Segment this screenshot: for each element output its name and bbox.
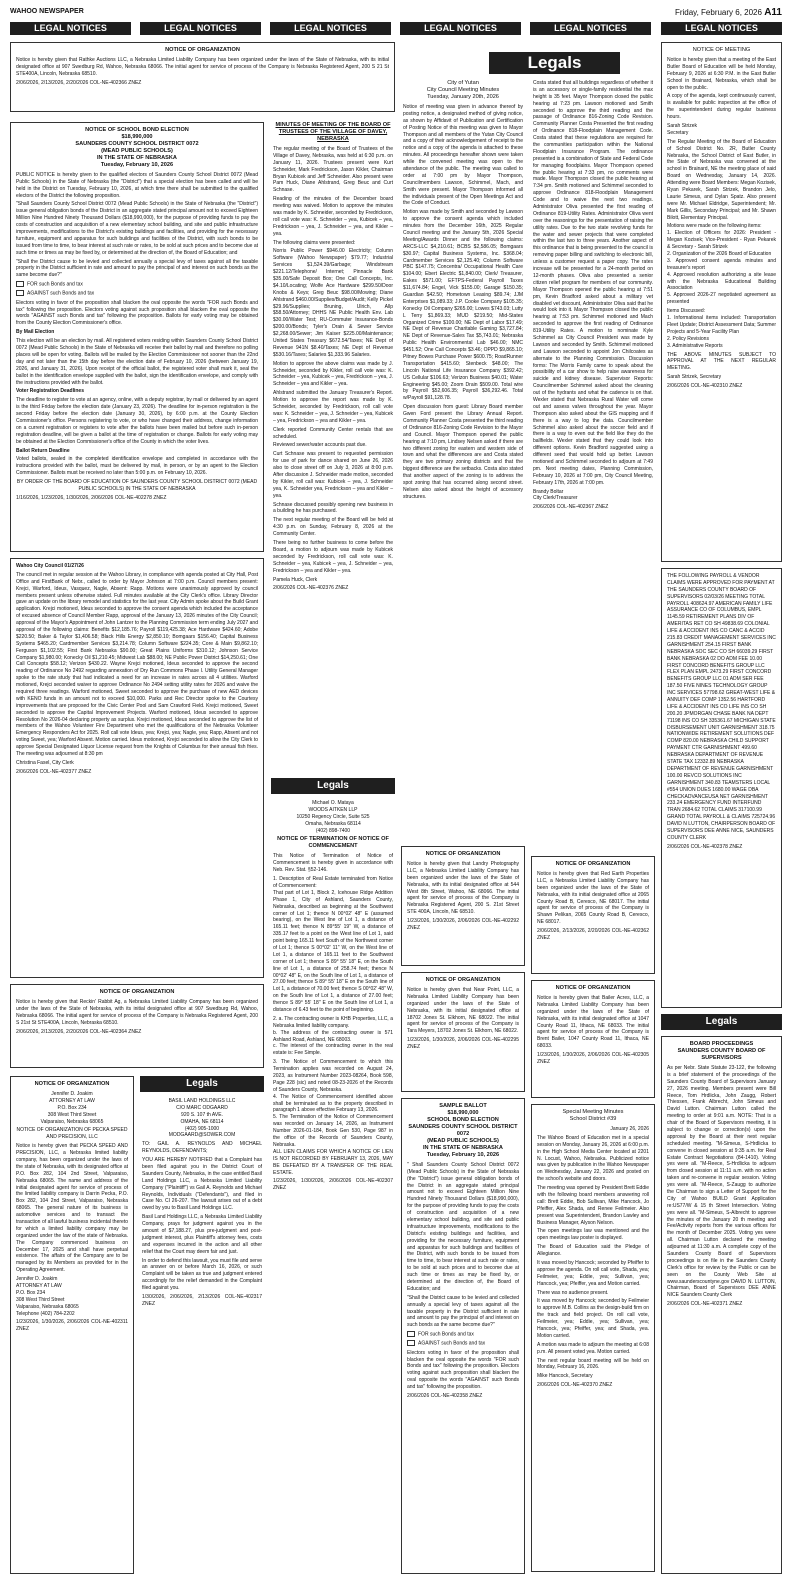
ballot-option-label: FOR such Bonds and tax (418, 1331, 474, 1338)
notice-dates: 1/30/2026, 2/06/2026, 2/13/2026 COL-NE-402317 ZNEZ (142, 1294, 262, 1307)
notice-dates: 1/16/2026, 1/23/2026, 1/30/2026, 2/06/2026 COL-NE-402278 ZNEZ (16, 494, 167, 501)
notice-east-butler-meeting (661, 42, 782, 562)
notice-body: Curt Schnase was present to requested permission for use of park for dance shared on June 26, 2026 also to close street off on July 3, 2026 at 8:00 p.m. After discussion J. Schneider made motion, seconded by Kikler, roll call was: Kubicek – yea, J. Schneider yea, K. Schneider yea, Fredrickson – yea and Kikler – yea. (273, 451, 393, 499)
notice-dates: 2/06/2026, 2/13/2026, 2/20/2026 COL-NE-402362 ZNEZ (537, 928, 649, 941)
notice-body: The next regular board meeting will be held on Monday, February 16, 2026. (537, 1357, 649, 1371)
notice-title: NOTICE OF SCHOOL BOND ELECTION $18,990,000 SAUNDERS COUNTY SCHOOL DISTRICT 0072 (MEAD PUBLIC SCHOOLS) IN THE STATE OF NEBRASKA Tuesday, February 10, 2026 (75, 127, 199, 168)
notice-sample-ballot (401, 1098, 525, 1574)
notice-dates: 1/23/2026, 1/30/2026, 2/06/2026 COL-NE-402295 ZNEZ (407, 1037, 519, 1051)
legal-notices-banner: LEGAL NOTICES (270, 22, 391, 35)
notice-title: NOTICE OF ORGANIZATION (425, 851, 501, 857)
notice-body: This election will be an election by mail. All registered voters residing within Saunders County School District 0072 (Mead Public Schools) in the State of Nebraska will receive their ballot by mail and therefore no polling places will be open for voting. Ballots will be mailed by the Election Commissioner not sooner than the 22nd day and not later than the 15th day before the election date of February 10, 2026 (between January 19, 2026, and January 31, 2026). Upon receipt of the official ballot, the registered voter shall mark it, seal the ballot in the identification envelope supplied with the ballot, sign the identification envelope, and comply with the instructions provided with the ballot. (16, 338, 258, 386)
notice-signature: Pamela Huck, Clerk (273, 576, 318, 583)
notice-dates: 2/06/2026 COL-NE-402378 ZNEZ (667, 843, 743, 850)
notice-body: Notice is hereby given that Rathke Auctions LLC, a Nebraska Limited Liability Company has been organized under the laws of the State of Nebraska, with its initial designated office at 907 Swedburg Rd, Wahoo, Nebraska 68066. The initial agent for service of process of the Company is Nebraska Registered Agent, 200 S 21 St STE400A, Lincoln, Nebraska 68510. (16, 56, 389, 77)
notice-title: NOTICE OF ORGANIZATION (165, 47, 240, 53)
notice-basil-land-holdings (140, 1098, 264, 1574)
notice-body: There was no audience present. (537, 1289, 609, 1296)
notice-body: Reviewed sewer/water accounts past due. (273, 442, 367, 449)
notice-body: Basil Land Holdings LLC, a Nebraska Limited Liability Company, prays for judgment against you in the amount of $7,188.27, plus pre-judgment and post-judgment interest, plus Plaintiff's attorney fees, costs and expenses incurred in the action and all other relief that the Court may deem fair and just. (142, 1214, 262, 1255)
notice-body: It was moved by Hancock; seconded by Feilmeier to approve M.B. Collins as the design-build firm on the track and field project. On roll call vote, Feilmeier, yea; Eddie, yea; Sullivan, yea; Hancock, yea; Pfeiffer, yea; and Shada, yea. Motion carried. (537, 1298, 649, 1339)
notice-signature: Sarah Strizek, Secretary (667, 374, 722, 381)
column-1a (10, 1076, 134, 1576)
notice-title: NOTICE OF MEETING (692, 47, 751, 53)
notice-body: The following claims were presented: (273, 239, 356, 246)
notice-subhead: By Mail Election (16, 329, 55, 336)
notice-body: Electors voting in favor of the proposition shall blacken the oval opposite the words "FOR such Bonds and tax" following the proposition. Electors voting against such proposition shall blacken the oval opposite the words "AGAINST such Bonds and tax" following the proposition. (407, 1349, 519, 1391)
notice-landry-photography (401, 846, 525, 966)
notice-body: Electors voting in favor of the proposition shall blacken the oval opposite the words "FOR such Bonds and tax" following the proposition. Electors voting against such proposition shall blacken the oval opposite the words "AGAINST such Bonds and tax" following the proposition. Ballots for early voting may be obtained from the County Election Commissioner's office. (16, 299, 258, 327)
notice-dates: 2/06/2026 COL-NE-402377 ZNEZ (16, 768, 92, 775)
notice-city-of-yutan-continued (531, 80, 655, 850)
notice-body: Notice is hereby given that Bailer Acres, LLC, a Nebraska Limited Liability Company has been organized under the laws of the State of Nebraska, with its initial designated office at 1047 County Road 11, Ithaca, NE 68033. The initial agent for service of process of the Company is Brent Bailer, 1047 County Road 11, Ithaca, NE 68033. (537, 994, 649, 1050)
notice-body: "Shall Saunders County School District 0072 (Mead Public Schools) in the State of Nebraska (the "District") issue general obligation bonds of the District in an aggregate stated principal amount not to exceed Eighteen Million Nine Hundred Ninety Thousand Dollars ($18,990,000), for the purpose of providing funds to pay the costs of construction and acquisition of a new elementary school building, and site and public infrastructure improvements, modifications to the District's existing buildings and facilities, and providing for the necessary furniture, equipment and apparatus for such buildings and facilities of the District, with such bonds to be issued from time to time, to bear interest at such rate or rates, to be sold at such prices and to become due at such time or times as may be fixed by, or determined at the direction of, the Board of Education; and (16, 201, 258, 256)
notice-wahoo-special-meeting (531, 1104, 655, 1572)
ballot-oval-icon (407, 1340, 415, 1346)
notice-dates: 2/06/2026 COL-NE-402376 ZNEZ (273, 585, 349, 592)
notice-body: The open meetings law was mentioned and the open meetings law poster is displayed. (537, 1228, 649, 1242)
notice-body: YOU ARE HEREBY NOTIFIED that a Complaint has been filed against you in the District Court of Saunders County, Nebraska, in the case entitled Basil Land Holdings LLC, a Nebraska Limited Liability Company ("Plaintiff") vs Gail A. Reynolds and Michael Reynolds, Individuals ("Defendants"), and filed in Case No. CI 26-207. The lawsuit arises out of a debt owed by you to Basil Land Holdings LLC. (142, 1157, 262, 1212)
notice-dates: 1/23/2026, 1/30/2026, 2/06/2026 COL-NE-402311 ZNEZ (16, 1319, 128, 1333)
notice-body: A copy of the agenda, kept continuously current, is available for public inspection at the office of the superintendent during regular business hours. (667, 93, 776, 121)
column-3 (271, 122, 395, 1576)
notice-body: 2. a. The contracting owner is KHB Properties, LLC, a Nebraska limited liability company. b. The address of the contracting owner is 571 Ashland Road, Ashland, NE 68003. c. The interest of the contracting owner in the real estate is: Fee Simple. (273, 1015, 393, 1057)
column-4 (401, 80, 525, 1576)
notice-board-proceedings (661, 1036, 782, 1574)
notice-signature: Mike Hancock, Secretary (537, 1373, 593, 1380)
notice-title: NOTICE OF TERMINATION OF NOTICE OF COMMENCEMENT (277, 836, 389, 850)
legals-small-banner: Legals (661, 1014, 782, 1030)
notice-title: NOTICE OF ORGANIZATION (99, 989, 175, 995)
meeting-date: January 26, 2026 (610, 1125, 649, 1132)
notice-rathke-auctions (10, 42, 395, 112)
notice-village-of-davey-minutes (271, 122, 395, 772)
notice-reckin-rabbit-ag (10, 984, 264, 1068)
issue-date (675, 7, 782, 18)
legal-notices-banner: LEGAL NOTICES (400, 22, 521, 35)
notice-body: "Shall the District cause to be levied and collected annually a special levy of taxes against all the taxable property in the District sufficient in rate and amount to pay the principal of and interest on such bonds as the same become due?" (16, 258, 258, 279)
notice-title (273, 122, 393, 143)
notice-body: It was moved by Hancock; seconded by Pfeiffer to approve the agenda. On roll call vote, Shada, yea; Feilmeier, yea; Eddie, yea; Sullivan, yea; Hancock, yea; Pfeiffer, yea and Motion carried. (537, 1260, 649, 1287)
notice-body: Costa stated that all buildings regardless of whether it is an accessory or single-family residential the max height is 35 feet. Mayor Thompson closed the public hearing at 7:23 pm. Lawson motioned and Smith seconded to approve the third reading and the passage of Ordinance 816-Zoning Code Revision. Community Planner Costa Presented the first reading of Ordinance 818-Floodplain Management Code. Costa stated that these regulations are required for the communities participation within the National Floodplain Insurance Program. The ordinance presented is a combination of State and Federal Code for managing floodplains. Mayor Thompson opened the public hearing at 7:33 pm, no comments were made. Mayor Thompson closed the public hearing at 7:34 pm. Smith motioned and Schimmel seconded to approve Ordinance 818-Floodplain Management Code and to waive the next two readings. Administrator Oliva presented the first reading of Ordinance 819-Utility Rates. Administrator Oliva went over the reasonings for the presentation of raising the utility rates. Due to the two state revolving funds for the water and sewer projects that were completed within the last two to three years. Another aspect of this ordinance that is being presented to the council is removing paper billing and switching to electronic bill, unless a customer request a paper copy. The rates increase will be presented for a 24-month period on 12-month phases. Oliva also presented a senior citizen relief program for members of our community. Mayor Thompson opened the public hearing at 7:51 pm, Kevin Bradford asked about a military vet disabled vet discount, Administrator Oliva said that he would look into it. Mayor Thompson closed the public hearing at 7:53 pm. Schimmel motioned and Mach seconded to approve the first reading of Ordinance 819-Utility Rates. A motion to nominate Kyle Schimmel as City Council President was made by Lawson and seconded by Smith. Schimmel motioned and Lawson seconded to appoint Jon Chilcoates as alternate to the Planning Commission. Discussion forms: The Morris Family came to speak about the possibility of a car show to help raise awareness for suicide and kidney disease. Supervisor Reports: Councilmember Schimmel asked about the cleaning out of the hydrants and what the cadence is on that. Wexler stated that Nebraska Rural Water will come out and assess valves throughout the year. Mayor Thompson also asked about the GIS mapping and if there is a way to log the data. Councilmember Schimmel also asked about the soccer field and if there is a way to even out the field like they do the ballfields. Wexler stated that they could look into different options. Kevin Bradford suggested using a different seed that would hold up better. Lawson motioned and Schimmel seconded to adjourn at 7:49 pm. Next meeting dates, Planning Commission, February 10, 2026 at 7:00 pm, City Council Meeting, February 17th, 2026 at 7:00 pm. (533, 80, 653, 486)
notice-signature: Brandy Boltar City Clerk/Treasurer (533, 488, 578, 502)
notice-title: BOARD PROCEEDINGS SAUNDERS COUNTY BOARD OF SUPERVISORS (677, 1041, 766, 1061)
notice-body: The deadline to register to vote at an agency, online, with a deputy registrar, by mail or delivered by an agent is the third Friday before the election date (January 23, 2026). The deadline for in-person registration is the second Friday before the election date (January 30, 2026), by 6:00 p.m. at the County Election Commissioner's office. Persons registering to vote, or who have changed their address, change information on a current registration or registers to vote after the ballots have been mailed but before such in-person registration deadline, will be given a ballot at the time of registration or change. Ballots for early voting may be obtained at the Election Commissioner's office of the County in which the voter lives. (16, 397, 258, 445)
notice-body: Items Discussed: 1. Informational items included: Transportation Fleet Update; District Assessment Data; Summer Projects and 5-Year Facility Plan 2. Policy Revisions 3. Administrative Reports (667, 308, 776, 349)
notice-body: Notice is hereby given that a meeting of the East Butler Board of Education will be held Monday, February 9, 2026 at 6:30 P.M. in the East Butler School in Brainard, Nebraska, which shall be open to the public. (667, 56, 776, 91)
notice-title-text: MINUTES OF MEETING OF THE BOARD OF TRUSTEES OF THE VILLAGE OF DAVEY, NEBRASKA (275, 122, 391, 142)
notice-header: BASIL LAND HOLDINGS LLC C/O MARC ODGAARD 920 S. 107 th AVE. OMAHA, NE 68114 (402) 905-1000 MODGAARD@SOWER.COM (168, 1098, 236, 1139)
notice-signature: BY ORDER OF THE BOARD OF EDUCATION OF SAUNDERS COUNTY SCHOOL DISTRICT 0072 (MEAD PUBLIC SCHOOLS) IN THE STATE OF NEBRASKA (16, 479, 258, 492)
column-5 (531, 80, 655, 1576)
legal-notices-banner: LEGAL NOTICES (140, 22, 261, 35)
notice-body: 1. Description of Real Estate terminated from Notice of Commencement: That part of Lot 1, Block 2, Icehouse Ridge Addition Phase 1, City of Ashland, Saunders County, Nebraska, described as beginning at the Southwest corner of Lot 1; thence N 00°02' 48" E (assumed bearing), on the West line of Lot 1, a distance of 165.11 feet; thence N 89°55' 19" W, a distance of 335.17 feet to a point on the West line of Lot 1, said point being 165.11 feet South of the Northwest corner of Lot 1; thence S 00°02' 11" W, on the West line of Lot 1, a distance of 165.11 feet to the Southwest corner of Lot 1; thence S 89° 55' 18" E, on the South line of Lot 1, a distance of 258.74 feet; thence N 00°02' 48" E, on the South line of Lot 1, a distance of 27.00 feet; thence S 89° 55' 18" E on the South line of Lot 1, a distance of 70.00 feet; thence S 00°02' 48" W, on the South line of Lot 1, a distance of 27.00 feet; thence S 89° 55' 18" E on the South line of Lot 1, a distance of 6.43 feet to the point of beginning. (273, 876, 393, 1014)
notice-title: Wahoo City Council 01/27/26 (16, 563, 84, 569)
column-1 (10, 122, 264, 1576)
notice-body: Notice of meeting was given in advance thereof by posting notice, a designated method of giving notice, as shown by Affidavit of Publication and Certification of Posting Notice of this meeting was given to Mayor Thompson and all members of the Yutan City Council and a copy of their acknowledgement of receipt to the notice and a copy of the agenda is attached to these minutes. All proceedings hereafter shown were taken while the convened meeting was open to the attendance of the public. The meeting was called to order at 7:00 pm by Mayor Thompson, Councilmembers Lawson, Schimmel, Mach, and Smith were present. Mayor Thompson informed all the individuals present of the Open Meetings Act and the Code of Conduct. (403, 103, 523, 207)
notice-dates: 2/06/2026 COL-NE-402367 ZNEZ (533, 504, 609, 511)
notice-body: As per Nebr. State Statute 23-122, the following is a brief statement of the proceedings of the Saunders County Board of Supervisors January 27, 2026 meeting. Members present were Bill Reece, Tom Hrdlicka, John Zaugg, Robert Thiessen, Frank Albrecht, John Simeus and David Lutton. Chairman Lutton called the meeting to order at 9:01 a.m. NOTE: That is a chair of the Board of Supervisors meeting, it is subject to change or correction(s) upon the approval by the Board at their next regular scheduled meeting. "M-Simeus, S-Hrdlicka to convene in closed session at 9:35 a.m. for Real Estate Contract Negotiations (84-1410). Voting yes were all. "M-Reece, S-Hrdlicka to adjourn from closed session at 11:11 a.m. with no action taken and re-convene in regular session. Voting yes were all. "M-Reece, S-Zaugg to authorize the Chairman to sign a Letter of Support for the City of Wahoo BUILD Grant Application re:US77/W & 15 th Street Intersection. Voting yes were all. "M-Simeus, S-Albrecht to approve the minutes of the January 20 th meeting and Fee/Activity reports from the various offices for the month of December 2025. Voting yes were all. Chairman Lutton declared the meeting adjourned at 11:30 a.m. A complete copy of the Saunders County Board of Supervisors proceedings is on file in the Saunders County Clerk's office for review by the Public or can be seen on the County Web Site at www.saunderscountyne.gov DAVID N. LUTTON, Chairman, Board of Supervisors DEE ANNE NICE Saunders County Clerk (667, 1064, 776, 1299)
notice-body: Notice is hereby given that Landry Photography LLC, a Nebraska Limited Liability Company has been organized under the laws of the State of Nebraska, with its initial designated office at 544 West 8th Street, Wahoo, NE 68066. The initial agent for service of process of the Company is Nebraska Registered Agent, 200 S. 21st Street STE 400A, Lincoln, NE 68510. (407, 860, 519, 916)
column-top-wide (10, 42, 395, 116)
notice-body: Motion was made by Smith and seconded by Lawson to approve the consent agenda which included minutes from the December 16th, 2025 Regular Council meeting and the January 5th, 2026 Special Meeting/Awards Dinner and the following claims: ARCS-LLC $4,210.61; BCBS $2,586.05; Bomgaars $30.97; Capital Business Systems, Inc. $368.04; Cardmember Services $2,125.40; Column Software PBC $147.75; Concentra/ Occupational Health Care $104.00; Ebert Electric $1,840.00; Clerk/ Treasurer, Eakes $571.00; EFTPS-Federal Payroll Taxes $11,674.84; Engel, Vick $155.00; Garage $150.35; Guardian $42.50; Hometown Leasing $89.74; JJM Enterprises $1,089.33; J.P. Cooke Company $105.35; Konecky Oil Company $265.00; Lowes $743.03; Lutty L Terry $1,869.33; MUD $219.50; Mid-States Organized Crime $100.00; NE Dept of Labor $17.49; NE Dept of Revenue Charitable Gaming $3,727.84; NE Dept of Revenue-Sales Tax $5,743.01; Nebraska Public Health Environmental Lab $46.00; NMC $451.52; One Call Concepts $3.46; OPPD $9,865.10; Pitney Bowes Purchase Power $600.75; RoadRunner Transportation $415.60; Stenbeck $48.00; The Lincoln National Life Insurance Company $392.42; US Cellular $106.63; Verizon Business $40.01; Water Engineering $45.00; Zoom Drain $509.00. Total wire by Payroll $52,606.35; Payroll $36,292.46. Total w/Payroll $91,128.78. (403, 209, 523, 402)
notice-title: NOTICE OF ORGANIZATION (555, 985, 631, 991)
notice-header: Michael O. Mataya WOODS AITKEN LLP 10250 Regency Circle, Suite 525 Omaha, Nebraska 68114 (402) 898-7400 (296, 800, 370, 834)
notice-body: The regular meeting of the Board of Trustees of the Village of Davey, Nebraska, was held at 6:30 p.m. on January 11, 2026. Trustees present were Kurt Schneider, Mark Fredrickson, Jason Kikler, Chairman Bryan Kubicek and Jeff Schneider. Also present were Pam Huck, Diane Ahlstrand, Greg Beuc and Curt Schnase. (273, 145, 393, 194)
notice-body: Motion to approve the above claims was made by J. Schneider, seconded by Kikler, roll call vote was: K. Schneider – yea, Kubicek – yea, Fredrickson – yea, J. Schneider – yea and Kikler – yea. (273, 360, 393, 388)
notice-dates: 2/06/2026 COL-NE-402310 ZNEZ (667, 383, 743, 390)
notice-body: " Shall Saunders County School District 0072 (Mead Public Schools) in the State of Nebraska (the "District") issue general obligation bonds of the District in an aggregate stated principal amount not to exceed Eighteen Million Nine Hundred Ninety Thousand Dollars ($18,990,000), for the purpose of providing funds to pay the costs of construction and acquisition of a new elementary school building, and site and public infrastructure improvements, modifications to the District's existing buildings and facilities, and providing for the necessary furniture, equipment and apparatus for such buildings and facilities of the District, with such bonds to be issued from time to time, to bear interest at such rate or rates, to be sold at such prices and to become due at such time or times as may be fixed by, or determined at the direction of, the Board of Education; and (407, 1161, 519, 1292)
newspaper-name: WAHOO NEWSPAPER (10, 8, 84, 15)
notice-body: "Shall the District cause to be levied and collected annually a special levy of taxes against all the taxable property in the District sufficient in rate and amount to pay the principal of and interest on such bonds as the same become due?" (407, 1294, 519, 1329)
legal-notices-banners (10, 22, 782, 36)
ballot-option-against (16, 290, 258, 297)
legal-notices-banner: LEGAL NOTICES (530, 22, 651, 35)
notice-subtitle: NOTICE OF ORGANIZATION OF PECKA SPEED AND PRECISION, LLC (16, 1127, 128, 1141)
ballot-oval-icon (16, 290, 24, 296)
notice-body: THE ABOVE MINUTES SUBJECT TO APPROVAL AT THE NEXT REGULAR MEETING. (667, 351, 776, 372)
notice-body: Clerk reported Community Center rentals that are scheduled. (273, 426, 393, 440)
ballot-option-label: AGAINST such Bonds and tax (27, 290, 95, 297)
notice-body: The Regular Meeting of the Board of Education of School District No. 2R, Butler County Nebraska, the School District of East Butler, in the State of Nebraska was convened at the school in Brainard, NE the meeting place of said Board on Wednesday, January 14, 2026. Attending were Board Members: Megan Kozisek, Ryan Pekarek, Sarah Strizek, Brandon Jelo, Laurie Simeus, and Dylan Spatz. Also present were Mr. Michael Eldridge, Superintendent; Mr. Mark Gillis, Secondary Principal; and Mr. Shawn Bilott, Elementary Principal. (667, 138, 776, 221)
notice-body: The Wahoo Board of Education met in a special session on Monday, January 26, 2026 at 6:00 p.m. in the High School Media Center located at 2201 N. Locust, Wahoo, Nebraska. Publicized notice was given by publication in the Wahoo Newspaper on Wednesday, January 22, 2026 and posted on the school's website and doors. (537, 1134, 649, 1183)
notice-header: Jennifer D. Joakim ATTORNEY AT LAW P.O. Box 234 308 West Third Street Valparaiso, Nebraska 68065 (40, 1090, 104, 1125)
notice-body: The council met in regular session at the Wahoo Library, in compliance with agenda posted at City Hall, Post Office and FirstBank of Nebr., called to order by Mayor Johnson at 7:00 p.m. Council members present: Krejci, Warford, Ideus, Vasquez, Nagle, Absent: Rapp. Motions were unanimously approved by council members present unless otherwise stated. Full minutes available at the City Clerk's office. Library Director gave an update on the library remodel and statistics for the last year. City Admin spoke about the Build Grant application. Krejci motioned, Ideus seconded to approve the consent agenda which included the acceptance of excused absence of Council Member Rapp, approval of the January 13, 2026 minutes of the City Council; approval of the Mayor's Appointment of John Lantzer to the Planning Commission term ending July 2027 and approval of the following claims: Benefits $12,185.76; Payroll $119,425.38; Ace Hardware $424.60; Adobe $220.50; Baker & Taylor $1,406.58; Black Hills Energy $2,850.10; Bomgaars $156.40; Capital Business Systems $465.20; Cardmember Services $3,214.78; Column Software $224.35; Core & Main $9,862.10; Ferguson $1,102.55; First Bank Nebraska $90.00; Great Plains Uniforms $310.12; Johnson Service Company $1,980.00; Konecky Oil $1,210.45; Midwest Lab $88.00; NE Public Power District $14,250.61; One Call Concepts $58.12; Verizon $430.22. Wayne Krejci motioned, Ideus seconded to approve the second reading of Ordinance No 2492 regarding annexation of Dry Run Commons Phase I. Utility General Manager spoke to the rate study that had indicated a need for an increase in rates across all 4 utilities. Warford motioned, Krejci seconded waiver to approve Ordinance No 2494 setting utility rates for 2026 and waive the required three readings. Warford motioned, Sweet seconded to approve the purchase of new AED devices with KENO funds in an amount not to exceed $10,000. Parks and Rec Director spoke to the Courtesy improvements that are proposed for the Civic Center Pool and Sam Crawford Field. Krejci motioned, Sweet seconded to approve the Capital Improvement Projects. Warford motioned, Ideus seconded to approve Resolution No 2026-04 declaring property as surplus. Krejci motioned, Ideus seconded to approve the list of members of the Wahoo Volunteer Fire Department who met the qualifications of the Nebraska Volunteer Emergency Responders Act for 2025. Roll call vote Ideus, yea; Krejci, yea; Nagle, yea; Rapp, Absent and not voting Sweet, yea; Warford Absent. Motion carried. Ideus motioned, Krejci seconded to allow the City Clerk to approve Special Designated Liquor License request from the Knights of Columbus for their annual fish fries. The meeting was adjourned at 8:30 pm (16, 571, 258, 758)
notice-body: The Board of Education said the Pledge of Allegiance. (537, 1244, 649, 1258)
notice-body: TO: GAIL A. REYNOLDS AND MICHAEL REYNOLDS, DEFENDANTS; (142, 1141, 262, 1155)
notice-subhead: Voter Registration Deadlines (16, 388, 84, 395)
legals-small-banner: Legals (271, 778, 395, 794)
ballot-option-label: FOR such Bonds and tax (27, 281, 83, 288)
column-1b (140, 1076, 264, 1576)
legals-small-banner: Legals (140, 1076, 264, 1092)
page-number: A11 (764, 7, 782, 18)
ballot-oval-icon (16, 281, 24, 287)
ballot-option-label: AGAINST such Bonds and tax (418, 1340, 486, 1347)
notice-school-bond-election (10, 122, 264, 552)
notice-dates: 2/06/2026 COL-NE-402358 ZNEZ (407, 1393, 483, 1400)
notice-body: The meeting was opened by President Brett Eddie with the following board members answering roll call: Brett Eddie, Bob Sullivan, Mike Hancock, Jo Pfeiffer, Alex Shada, and Renee Feilmeier. Also present was Superintendent, Brandon Lawley and Business Manager, Alyson Nelson. (537, 1185, 649, 1226)
notice-dates: 2/06/2026, 2/13/2026, 2/20/2026 COL-NE-402364 ZNEZ (16, 1028, 142, 1035)
notice-body: PUBLIC NOTICE is hereby given to the qualified electors of Saunders County School District 0072 (Mead Public Schools) in the State of Nebraska (the "District") that a special election has been called and will be held in the District on Tuesday, February 10, 2026, at which time there shall be submitted to the qualified electors of the District the following proposition. (16, 171, 258, 199)
ballot-oval-icon (407, 1331, 415, 1337)
notice-body: Notice is hereby given that PECKA SPEED AND PRECISION, LLC, a Nebraska limited liability company, has been organized under the laws of the state of Nebraska, with its designated office at P.O. Box 282, 104 2nd Street, Valparaiso, Nebraska 68065. The name and address of the initial designated agent for service of process of the limited liability company is Darrin Pecka, P.O. Box 282, 104 2nd Street, Valparaiso, Nebraska 68065. The general nature of its business is automotive services and to transact the transaction of all lawful business incidental thereto for which a limited liability company may be organized under the law of the state of Nebraska. The Company commenced business on December 17, 2025 and shall have perpetual existence. The affairs of the Company are to be managed by its Members as provided for in the Operating Agreement. (16, 1143, 128, 1274)
notice-body: Notice is hereby given that Reckin' Rabbit Ag, a Nebraska Limited Liability Company has been organized under the laws of the State of Nebraska, with its initial designated office at 907 Swedburg Rd, Wahoo, Nebraska 68066. The initial agent for service of process of the Company is Nebraska Registered Agent, 200 S 21st St STE400A, Lincoln, Nebraska 68510. (16, 998, 258, 1026)
notice-body: Notice is hereby given that Red Earth Properties LLC, a Nebraska Limited Liability Company has been organized under the laws of the State of Nebraska, with its initial designated office at 2065 County Road B, Ceresco, NE 68017. The initial agent for service of process of the Company is Shawn Pelikan, 2065 County Road B, Ceresco, NE 68017. (537, 870, 649, 926)
notice-bailer-acres (531, 980, 655, 1098)
notice-title: SAMPLE BALLOT $18,990,000 SCHOOL BOND ELECTION SAUNDERS COUNTY SCHOOL DISTRICT 0072 (MEAD PUBLIC SCHOOLS) IN THE STATE OF NEBRASKA Tuesday, February 10, 2026 (408, 1103, 518, 1158)
notice-body: In order to defend this lawsuit, you must file and serve an answer on or before March 16, 2026, or such Complaint will be taken as true and judgment entered accordingly for the relief demanded in the Complaint filed against you. (142, 1257, 262, 1292)
column-6 (661, 42, 782, 1576)
notice-signature: Jennifer D. Joakim ATTORNEY AT LAW P.O. Box 234 308 West Third Street Valparaiso, Nebraska 68065 Telephone (402) 784-2202 (16, 1276, 79, 1317)
notice-dates: 2/06/2026 COL-NE-402371 ZNEZ (667, 1301, 743, 1308)
notice-near-point (401, 972, 525, 1092)
ballot-option-against (407, 1340, 519, 1347)
notice-wahoo-city-council (10, 558, 264, 978)
notice-body: A motion was made to adjourn the meeting at 6:08 p.m. All present voted yea. Motion carried. (537, 1341, 649, 1355)
notice-body: This Notice of Termination of Notice of Commencement is hereby given in accordance with Neb. Rev. Stat. §52-146. (273, 853, 393, 874)
notice-signature: Sarah Strizek Secretary (667, 123, 698, 136)
notice-title: NOTICE OF ORGANIZATION (34, 1081, 110, 1087)
notice-title: NOTICE OF ORGANIZATION (425, 977, 501, 983)
notice-dates: 1/23/2026, 1/30/2026, 2/06/2026 COL-NE-402305 ZNEZ (537, 1052, 649, 1065)
notice-body: Reading of the minutes of the December board meeting was waived. Motion to approve the minutes was made by K. Schneider, seconded by Fredrickson, roll call vote was: K. Schneider – yea, Kubicek – yea, Fredrickson – yea, J. Schneider – yea, and Kikler – yea. (273, 196, 393, 237)
notice-signature: Christina Fasel, City Clerk (16, 759, 74, 766)
notice-payroll-vendor-claims (661, 568, 782, 1008)
notice-body: Motions were made on the following items: 1. Election of Officers for 2026: President - Megan Kozisek; Vice-President - Ryan Pekarek & Secretary - Sarah Strizek 2. Organization of the 2026 Board of Education 3. Approved consent agenda minutes and treasurer's report 4. Approved resolution authorizing a site lease with the Nebraska Educational Building Association 5. Approved 2026-27 negotiated agreement as presented (667, 223, 776, 306)
notice-title: NOTICE OF ORGANIZATION (555, 861, 631, 867)
notice-title: City of Yutan City Council Meeting Minutes Tuesday, January 20th, 2026 (426, 80, 500, 100)
notice-body: The next regular meeting of the Board will be held at 4:30 p.m. on Sunday, February 8, 2026 at the Community Center. (273, 517, 393, 538)
legal-notices-banner: LEGAL NOTICES (661, 22, 782, 35)
ballot-option-for (407, 1331, 519, 1338)
notice-dates: 1/23/2026, 1/30/2026, 2/06/2026 COL-NE-402307 ZNEZ (273, 1178, 393, 1192)
notice-city-of-yutan-minutes (401, 80, 525, 840)
notice-red-earth-properties (531, 856, 655, 974)
notice-body: Notice is hereby given that Near Point, LLC, a Nebraska Limited Liability Company has been organized under the laws of the State of Nebraska, with its initial designated office at 18702 Jones St. Elkhorn, NE 68022. The initial agent for service of process of the Company is Tara Meyers, 18702 Jones St. Elkhorn, NE 68022. (407, 986, 519, 1035)
notice-body: 3. The Notice of Commencement to which this Termination applies was recorded on August 24, 2023, as Instrument Number 2023-08264, Book 598, Page 228 (sic) and noted 08-23-2026 of the Records of Saunders County, Nebraska. 4. The Notice of Commencement identified above shall be terminated as to the property described in paragraph 1 above effective February 13, 2026. 5. The Termination of the Notice of Commencement was recorded on January 14, 2026, as Instrument Number 2026-01-184, Book Gen 530, Page 987 in the office of the Records of Saunders County, Nebraska. ALL LIEN CLAIMS FOR WHICH A NOTICE OF LIEN IS NOT RECORDED BY FEBRUARY 13, 2026, MAY BE DEFEATED BY A TRANSFER OF THE REAL ESTATE. (273, 1059, 393, 1176)
ballot-option-for (16, 281, 258, 288)
notice-pecka-speed (10, 1076, 134, 1574)
notice-subhead: Ballot Return Deadline (16, 447, 70, 454)
notice-body: Schnase discussed possibly opening new business in a building he has purchased. (273, 501, 393, 515)
notice-body: Voted ballots, sealed in the completed identification envelope and completed in accordance with the instructions provided with the ballot, must be delivered by mail, in person, or by an agent to the Election Commissioner. Ballots must be received no later than 5:00 p.m. on February 10, 2026. (16, 456, 258, 477)
notice-body: There being no further business to come before the Board, a motion to adjourn was made by Kubicek seconded by Fredrickson, roll call vote was: K. Schneider – yea, Kubicek – yea, J. Schneider – yea, Fredrickson – yea and Kikler – yea. (273, 540, 393, 574)
notice-body: Open discussion from guest: Library Board member Gwen Ford present the Library Annual Report. Community Planner Costa presented the third reading of Ordinance 816-Zoning Code Revision to the Mayor and Council. Mayor Thompson opened the public hearing at 7:10 pm, Lindsey Nelsen asked if there are two different zoning for eastern and western side of town and what the differences are and Costa stated they are two primary zoning districts and that the biggest difference are the setbacks. Costa also stated that another aspect of the zoning is to address the spot zoning that has occurred along second street. Nelsen also asked about the height of accessory structures. (403, 404, 523, 500)
notice-dates: 2/06/2026 COL-NE-402370 ZNEZ (537, 1382, 613, 1389)
notice-body: Norris Public Power $946.00 Electricity; Column Software (Wahoo Newspaper) $79.77; Industrial Services $1,524.39/Garbage; Windstream $221.12/Telephone/ Internet; Pinnacle Bank $35.00/Safe Deposit Box; One Call Concepts, Inc. $4.10/Locating; Wolfe Ace Hardware $299.50/Door Knobs & Keys; Greg Beuc $98.00/Mowing; Diane Ahlstrand $460.00/Supplies/Budget/Audit; Kelly Pickel $29.96/Supplies; Bruning, Ulrich, Allp $58.50/Attorney; DHHS NE Public Health Env. Lab $30.00/Water Test; RU-Commuter Insurance-Bonds $200.00/Bonds; Tyler's Drain & Sewer Service $2,268.00/Sewer; Jim Kaiser $225.00/Maintenance; United States Treasury $672.54/Taxes; NE Dept of Revenue 941N $8.40/Taxes; NE Dept of Revenue $530.16/Taxes; Salaries $1,333.96 Salaries. (273, 248, 393, 358)
notice-termination-of-commencement (271, 800, 395, 1560)
legals-banner: Legals (489, 52, 620, 74)
masthead (10, 6, 782, 18)
notice-title: Special Meeting Minutes School District #39 (562, 1109, 624, 1122)
date-text: Friday, February 6, 2026 (674, 8, 762, 17)
notice-dates: 2/06/2026, 2/13/2026, 2/20/2026 COL-NE-402366 ZNEZ (16, 79, 142, 86)
notice-body: Ahlstrand submitted the January Treasurer's Report. Motion to approve the report was made by K. Schneider, seconded by Fredrickson, roll call vote was: K. Schneider – yea, J. Schneider – yea, Kubicek – yea, Fredrickson – yea and Kikler – yea. (273, 390, 393, 424)
legal-notices-banner: LEGAL NOTICES (10, 22, 131, 35)
notice-body: THE FOLLOWING PAYROLL & VENDOR CLAIMS WERE APPROVED FOR PAYMENT AT THE SAUNDERS COUNTY BOARD OF SUPERVISORS 02/03/26 MEETING TOTAL PAYROLL 408624.97 AMERICAN FAMILY LIFE ASSURANCE CO OF COLUMBUS, EMPL 1145.59 RETIREMENT PLANS DIV OF AMERITAS RET CO SH 49838.69 COLONIAL LIFE & ACCIDENT INS CO CANC & ACCID 215.83 CREDIT MANAGEMENT SERVICES INC GARNISHMENT 254.15 FIRST BANK NEBRASKA SOC SEC CO SH 66039.29 FIRST BANK NEBRASKA 02 DO ADM FEE 10.00 FIRST CONCORD BENEFITS GROUP LLC FLEX PLAN EMPL 2473.29 FIRST CONCORD BENEFITS GROUP LLC 01 ADM SER FEE 187.50 FIVE NINES TECHNOLOGY GROUP INC SERVICES 57798.62 GREAT-WEST LIFE & ANNUITY DEF COMP 1352.56 HARTFORD LIFE & ACCIDENT INS CO LIFE INS CO SH 200.20 JPMORGAN CHASE BANK NA DEPT 71198 INS CO SH 335361.67 MICHIGAN STATE DISBURSEMENT UNIT GARNISHMENT 318.75 NATIONWIDE RETIREMENT SOLUTIONS DEF COMP 820.00 NEBRASKA CHILD SUPPORT PAYMENT CTR GARNISHMENT 499.60 NEBRASKA DEPARTMENT OF REVENUE STATE TAX 12332.89 NEBRASKA DEPARTMENT OF REVENUE GARNISHMENT 100.00 REVCO SOLUTIONS INC GARNISHMENT 340.83 TEAMSTERS LOCAL #554 UNION DUES 1680.00 WAGE DBA CHECKADVANCEUSA NET GARNISHMENT 233.24 EMERGENCY FUND INTERFUND TRAN 2684.62 TOTAL CLAIMS 317100.99 GRAND TOTAL PAYROLL & CLAIMS 725724.96 DAVID N LUTTON, CHAIRPERSON BOARD OF SUPERVISORS DEE ANNE NICE, SAUNDERS COUNTY CLERK (667, 573, 776, 841)
notice-dates: 1/23/2026, 1/30/2026, 2/06/2026 COL-NE-402292 ZNEZ (407, 918, 519, 931)
